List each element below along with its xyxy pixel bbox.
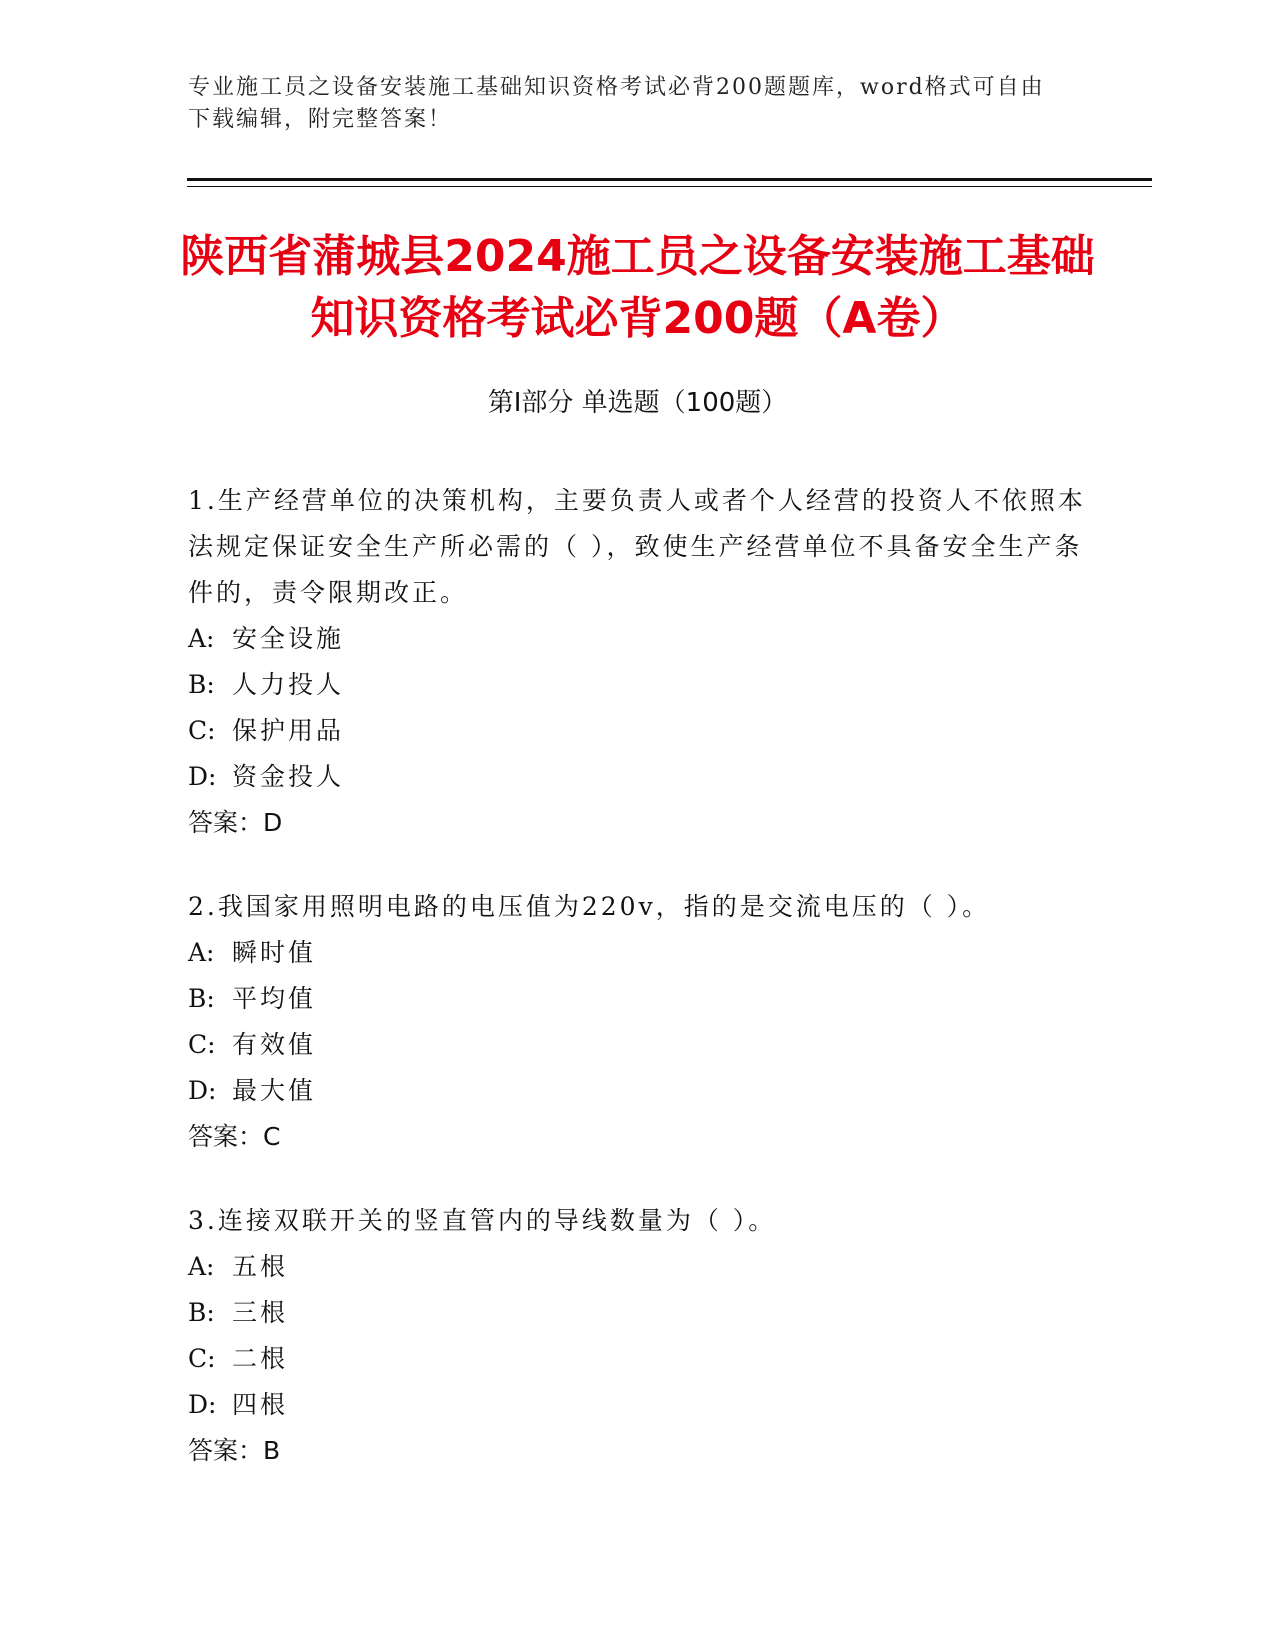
option-d	[188, 1382, 1088, 1428]
answer: 答案：C	[188, 1122, 281, 1151]
option-key: A:	[188, 938, 215, 967]
question-2	[188, 884, 1088, 1160]
option-key: C:	[188, 1030, 216, 1059]
option-text: 平均值	[232, 984, 317, 1013]
option-text: 三根	[232, 1298, 289, 1327]
option-a	[188, 930, 1088, 976]
option-key: D:	[188, 1076, 217, 1105]
option-text: 瞬时值	[232, 938, 317, 967]
option-key: D:	[188, 1390, 217, 1419]
option-text: 五根	[232, 1252, 289, 1281]
option-c	[188, 708, 1088, 754]
option-text: 四根	[232, 1390, 289, 1419]
option-text: 二根	[232, 1344, 289, 1373]
question-3	[188, 1198, 1088, 1474]
option-key: A:	[188, 1252, 215, 1281]
header-rule-thick	[187, 178, 1152, 181]
header-note: 专业施工员之设备安装施工基础知识资格考试必背200题题库，word格式可自由下载编辑，附完整答案！	[188, 75, 1045, 132]
option-key: C:	[188, 716, 216, 745]
question-stem: 1.生产经营单位的决策机构，主要负责人或者个人经营的投资人不依照本法规定保证安全生产所必需的（ ），致使生产经营单位不具备安全生产条件的，责令限期改正。	[188, 486, 1086, 607]
answer: 答案：B	[188, 1436, 281, 1465]
option-text: 资金投人	[232, 762, 345, 791]
option-c	[188, 1022, 1088, 1068]
question-1	[188, 478, 1088, 846]
document-title: 陕西省蒲城县2024施工员之设备安装施工基础知识资格考试必背200题（A卷）	[180, 231, 1095, 344]
option-key: B:	[188, 984, 215, 1013]
option-d	[188, 754, 1088, 800]
option-key: B:	[188, 670, 215, 699]
question-list	[188, 478, 1088, 1512]
option-text: 保护用品	[232, 716, 345, 745]
option-text: 最大值	[232, 1076, 317, 1105]
question-stem: 2.我国家用照明电路的电压值为220v，指的是交流电压的（ ）。	[188, 892, 991, 921]
option-b	[188, 662, 1088, 708]
header-rule-thin	[187, 186, 1152, 187]
option-a	[188, 616, 1088, 662]
option-key: D:	[188, 762, 217, 791]
section-title: 第Ⅰ部分 单选题（100题）	[487, 388, 788, 418]
option-d	[188, 1068, 1088, 1114]
option-text: 人力投人	[232, 670, 345, 699]
option-text: 安全设施	[232, 624, 345, 653]
option-text: 有效值	[232, 1030, 317, 1059]
option-b	[188, 976, 1088, 1022]
answer: 答案：D	[188, 808, 283, 837]
option-key: B:	[188, 1298, 215, 1327]
option-a	[188, 1244, 1088, 1290]
option-key: A:	[188, 624, 215, 653]
option-b	[188, 1290, 1088, 1336]
option-c	[188, 1336, 1088, 1382]
question-stem: 3.连接双联开关的竖直管内的导线数量为（ ）。	[188, 1206, 777, 1235]
option-key: C:	[188, 1344, 216, 1373]
